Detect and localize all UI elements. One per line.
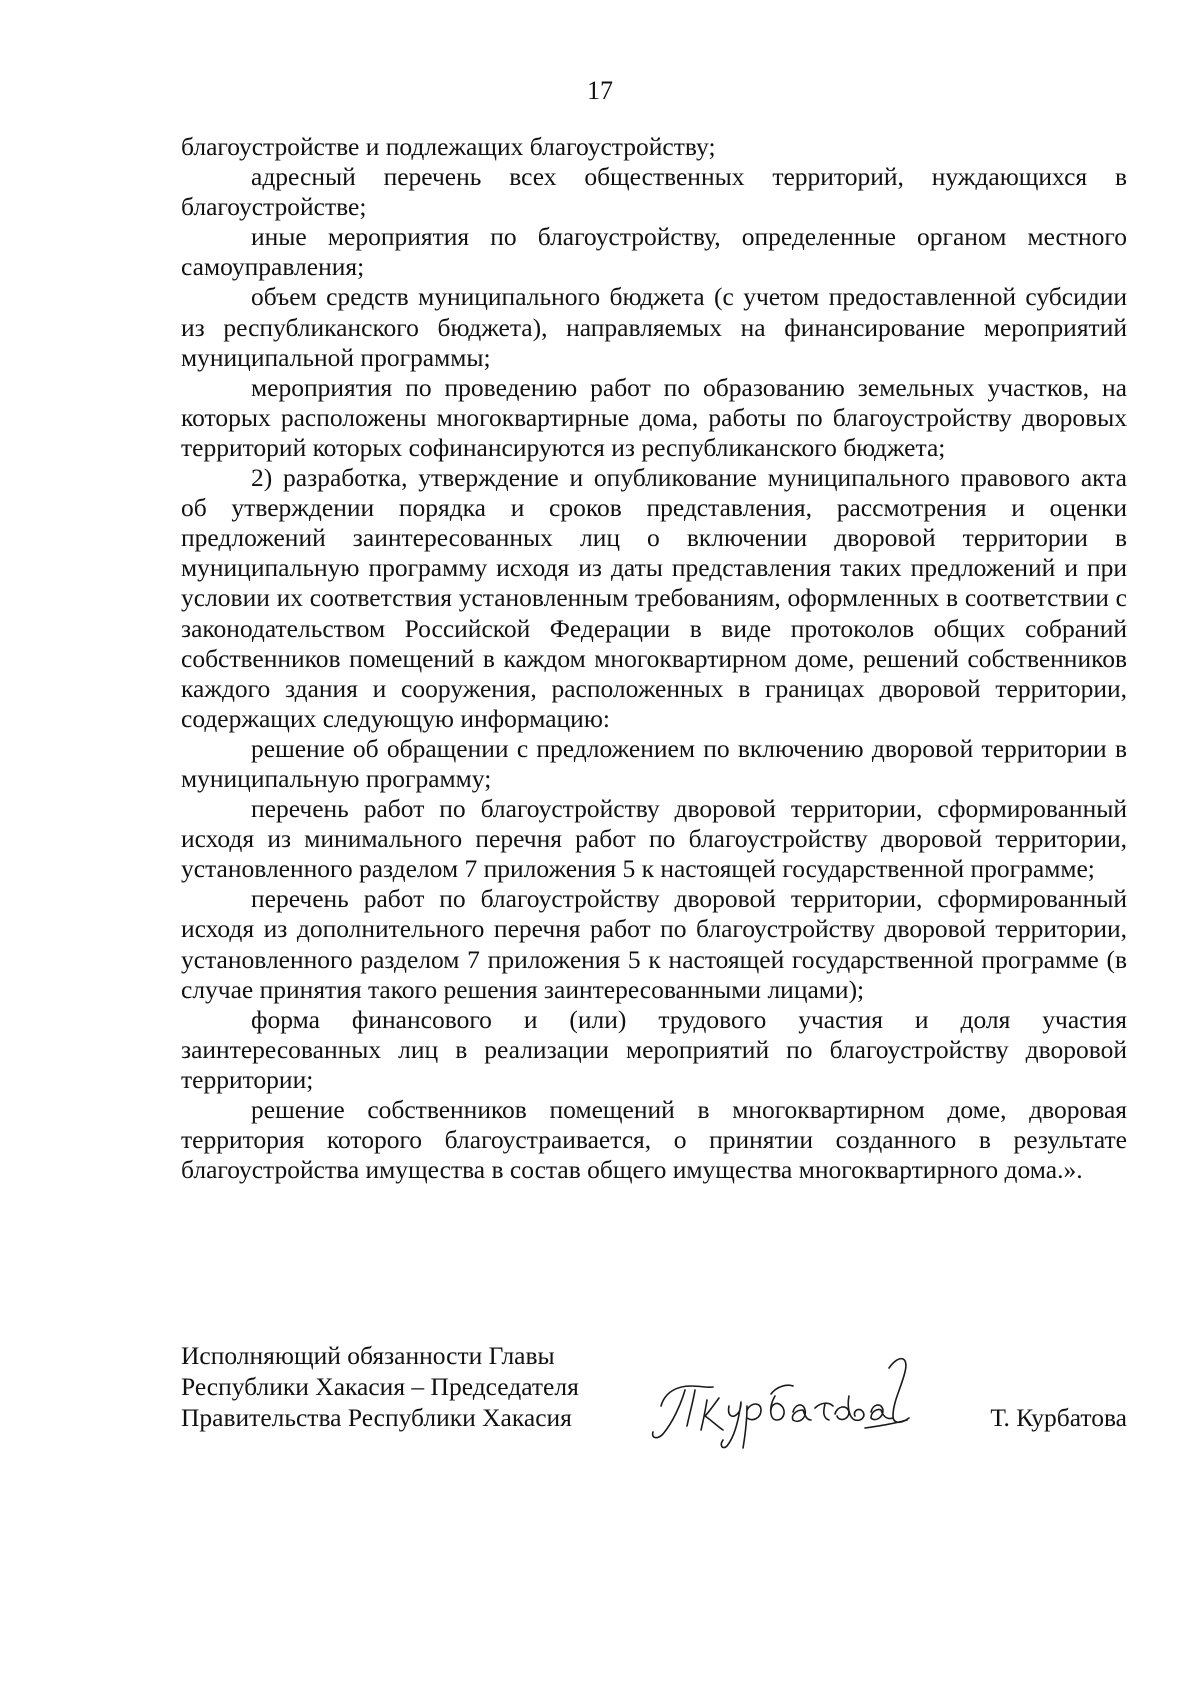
page-number: 17 [587, 76, 613, 105]
paragraph: мероприятия по проведению работ по образованию земельных участков, на которых расположены многоквартирные дома, работы по благоустройству дворовых территорий которых софинансируются из республиканского бюджета; [181, 372, 1127, 462]
paragraph: объем средств муниципального бюджета (с учетом предоставленной субсидии из республиканского бюджета), направляемых на финансирование мероприятий муниципальной программы; [181, 282, 1127, 372]
paragraph: перечень работ по благоустройству дворовой территории, сформированный исходя из дополнительного перечня работ по благоустройству дворовой территории, установленного разделом 7 приложения 5 к настоящей государственной программе (в случае принятия такого решения заинтересованными лицами); [181, 884, 1127, 1004]
signer-name: Т. Курбатова [990, 1403, 1127, 1432]
signer-title [181, 1340, 611, 1433]
signature-block [181, 1340, 1127, 1460]
signer-title-line: Правительства Республики Хакасия [181, 1403, 572, 1432]
paragraph: решение собственников помещений в многоквартирном доме, дворовая территория которого благоустраивается, о принятии созданного в результате благоустройства имущества в состав общего имущества многоквартирного дома.». [181, 1095, 1127, 1185]
paragraph: форма финансового и (или) трудового участия и доля участия заинтересованных лиц в реализации мероприятий по благоустройству дворовой территории; [181, 1004, 1127, 1094]
paragraph: иные мероприятия по благоустройству, определенные органом местного самоуправления; [181, 222, 1127, 282]
paragraph: адресный перечень всех общественных территорий, нуждающихся в благоустройстве; [181, 162, 1127, 222]
signer-title-line: Исполняющий обязанности Главы [181, 1341, 555, 1370]
handwritten-signature [643, 1340, 913, 1450]
paragraph: 2) разработка, утверждение и опубликование муниципального правового акта об утверждении порядка и сроков представления, рассмотрения и оценки предложений заинтересованных лиц о включении дворовой территории в муниципальную программу исходя из даты представления таких предложений и при условии их соответствия установленным требованиям, оформленных в соответствии с законодательством Российской Федерации в виде протоколов общих собраний собственников помещений в каждом многоквартирном доме, решений собственников каждого здания и сооружения, расположенных в границах дворовой территории, содержащих следующую информацию: [181, 463, 1127, 733]
paragraph: благоустройстве и подлежащих благоустройству; [181, 132, 716, 161]
paragraph: решение об обращении с предложением по включению дворовой территории в муниципальную программу; [181, 733, 1127, 793]
signer-title-line: Республики Хакасия – Председателя [181, 1372, 579, 1401]
paragraph: перечень работ по благоустройству дворовой территории, сформированный исходя из минимального перечня работ по благоустройству дворовой территории, установленного разделом 7 приложения 5 к настоящей государственной программе; [181, 794, 1127, 884]
body-text [181, 132, 1127, 1185]
